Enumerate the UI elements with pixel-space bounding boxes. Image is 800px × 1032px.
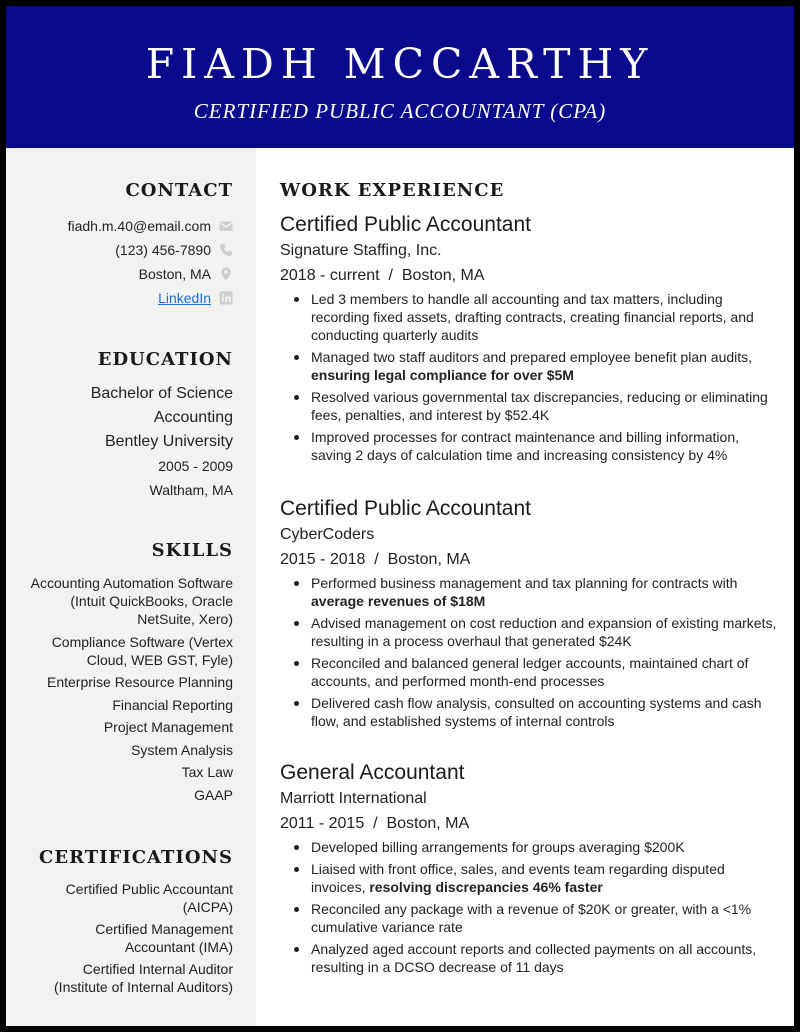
education-school: Bentley University [104, 433, 233, 450]
skill-item: GAAP [194, 786, 233, 803]
job-bullets [280, 838, 780, 976]
job-bullet: Analyzed aged account reports and collected payments on all accounts, resulting in a DCSO decrease of 11 days [280, 940, 780, 976]
job-bullet: Reconciled any package with a revenue of $20K or greater, with a <1% cumulative variance rate [280, 900, 780, 936]
job-entry [280, 759, 780, 980]
phone-icon [219, 243, 233, 257]
email-text[interactable]: fiadh.m.40@email.com [67, 218, 211, 234]
contact-email[interactable] [68, 216, 233, 236]
job-entry [280, 495, 780, 734]
candidate-name: FIADH MCCARTHY [145, 40, 655, 88]
skills-list [28, 574, 233, 808]
certification-item: Certified Internal Auditor (Institute of Internal Auditors) [54, 961, 233, 995]
job-bullet: Improved processes for contract maintenance and billing information, saving 2 days of calculation time and increasing consistency by 4% [280, 428, 780, 464]
skill-item: Tax Law [181, 764, 233, 780]
contact-phone[interactable] [115, 240, 233, 260]
job-title: General Accountant [280, 761, 465, 784]
job-title: Certified Public Accountant [280, 497, 531, 520]
work-experience-heading: WORK EXPERIENCE [280, 180, 505, 201]
job-bullet: Delivered cash flow analysis, consulted on accounting systems and cash flow, and established systems of internal controls [280, 694, 780, 730]
job-bullet: Resolved various governmental tax discrepancies, reducing or eliminating fees, penalties, and interest by $52.4K [280, 388, 780, 424]
job-company: CyberCoders [280, 526, 375, 543]
candidate-title: CERTIFIED PUBLIC ACCOUNTANT (CPA) [193, 99, 607, 123]
job-period: 2018 - current / Boston, MA [280, 267, 485, 284]
job-bullet: Performed business management and tax planning for contracts with average revenues of $18M [280, 574, 780, 610]
job-period: 2011 - 2015 / Boston, MA [280, 815, 470, 832]
education-section [91, 382, 233, 502]
sidebar [6, 148, 256, 1026]
job-company: Signature Staffing, Inc. [280, 242, 442, 259]
education-location: Waltham, MA [149, 482, 233, 498]
education-major: Accounting [153, 409, 233, 426]
education-degree: Bachelor of Science [90, 385, 233, 402]
skill-item: Compliance Software (Vertex Cloud, WEB GST, Fyle) [51, 633, 233, 668]
location-text: Boston, MA [138, 266, 211, 282]
job-period: 2015 - 2018 / Boston, MA [280, 551, 471, 568]
job-bullet: Reconciled and balanced general ledger accounts, maintained chart of accounts, and performed month-end processes [280, 654, 780, 690]
job-bullet: Led 3 members to handle all accounting and tax matters, including recording fixed assets, drafting contracts, creating financial reports, and conducting quarterly audits [280, 290, 780, 344]
education-heading: EDUCATION [97, 349, 233, 370]
job-bullet: Managed two staff auditors and prepared employee benefit plan audits, ensuring legal compliance for over $5M [280, 348, 780, 384]
certifications-list [28, 880, 233, 1000]
certifications-heading: CERTIFICATIONS [39, 847, 233, 868]
job-bullet: Developed billing arrangements for groups averaging $200K [280, 838, 780, 856]
job-bullet: Liaised with front office, sales, and events team regarding disputed invoices, resolving discrepancies 46% faster [280, 860, 780, 896]
resume-page [6, 6, 794, 1026]
skill-item: Enterprise Resource Planning [47, 674, 233, 690]
skill-item: Project Management [103, 719, 233, 735]
skills-heading: SKILLS [151, 540, 233, 561]
resume-header [6, 6, 794, 148]
skill-item: System Analysis [131, 741, 233, 758]
skill-item: Accounting Automation Software (Intuit QuickBooks, Oracle NetSuite, Xero) [30, 575, 233, 627]
contact-linkedin[interactable] [158, 288, 233, 308]
contact-location [139, 264, 233, 284]
job-title: Certified Public Accountant [280, 213, 531, 236]
skill-item: Financial Reporting [112, 696, 233, 713]
certification-item: Certified Management Accountant (IMA) [95, 921, 233, 955]
job-bullet: Advised management on cost reduction and expansion of existing markets, resulting in a process overhaul that generated $24K [280, 614, 780, 650]
map-pin-icon [219, 267, 233, 281]
job-entry [280, 211, 780, 468]
job-bullets [280, 574, 780, 730]
linkedin-icon [219, 291, 233, 305]
certification-item: Certified Public Accountant (AICPA) [65, 881, 233, 915]
job-company: Marriott International [280, 790, 427, 807]
phone-text[interactable]: (123) 456-7890 [115, 242, 211, 258]
education-years: 2005 - 2009 [158, 458, 233, 474]
job-bullets [280, 290, 780, 464]
linkedin-link[interactable]: LinkedIn [158, 290, 211, 306]
envelope-icon [219, 219, 233, 233]
contact-heading: CONTACT [125, 180, 233, 201]
